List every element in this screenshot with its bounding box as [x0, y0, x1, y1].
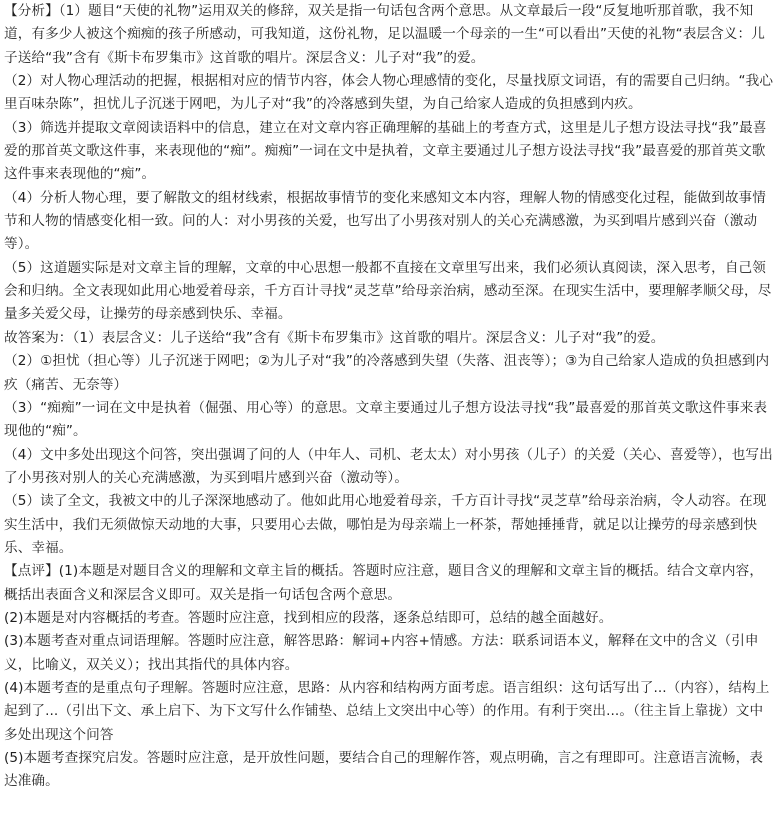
answer-5: （5）读了全文，我被文中的儿子深深地感动了。他如此用心地爱着母亲，千方百计寻找“灵芝草”给母亲治病，令人动容。在现实生活中，我们无须做惊天动地的大事，只要用心去做，哪怕是为母亲端上一杯茶，帮她捶捶背，就足以让操劳的母亲感到快乐、幸福。	[4, 493, 767, 556]
analysis-paragraph-2: （2）对人物心理活动的把握，根据相对应的情节内容，体会人物心理感情的变化，尽量找原文词语，有的需要自己归纳。“我心里百味杂陈”，担忧儿子沉迷于网吧，为儿子对“我”的冷落感到失望，为自己给家人造成的负担感到内疚。	[4, 73, 774, 113]
comment-1: 【点评】(1)本题是对题目含义的理解和文章主旨的概括。答题时应注意，题目含义的理解和文章主旨的概括。结合文章内容，概括出表面含义和深层含义即可。双关是指一句话包含两个意思。	[4, 563, 764, 603]
comment-5: (5)本题考查探究启发。答题时应注意，是开放性问题，要结合自己的理解作答，观点明确，言之有理即可。注意语言流畅，表达准确。	[4, 750, 764, 790]
analysis-paragraph-4: （4）分析人物心理，要了解散文的组材线索，根据故事情节的变化来感知文本内容，理解人物的情感变化过程，能做到故事情节和人物的情感变化相一致。问的人：对小男孩的关爱，也写出了小男孩对别人的关心充满感激，为买到唱片感到兴奋（激动等）。	[4, 189, 766, 253]
analysis-paragraph-3: （3）筛选并提取文章阅读语料中的信息，建立在对文章内容正确理解的基础上的考查方式，这里是儿子想方设法寻找“我”最喜爱的那首英文歌这件事，来表现他的“痴”。痴痴”一词在文中是执着，文章主要通过儿子想方设法寻找“我”最喜爱的那首英文歌这件事来表现他的“痴”。	[4, 119, 767, 183]
answer-intro: 故答案为：（1）表层含义：儿子送给“我”含有《斯卡布罗集市》这首歌的唱片。深层含义：儿子对“我”的爱。	[4, 329, 665, 346]
answer-3: （3）“痴痴”一词在文中是执着（倔强、用心等）的意思。文章主要通过儿子想方设法寻找“我”最喜爱的那首英文歌这件事来表现他的“痴”。	[4, 399, 768, 440]
answer-2: （2）①担忧（担心等）儿子沉迷于网吧；②为儿子对“我”的冷落感到失望（失落、沮丧等）；③为自己给家人造成的负担感到内疚（痛苦、无奈等）	[4, 353, 770, 393]
answer-4: （4）文中多处出现这个问答，突出强调了问的人（中年人、司机、老太太）对小男孩（儿子）的关爱（关心、喜爱等），也写出了小男孩对别人的关心充满感激，为买到唱片感到兴奋（激动等）。	[4, 446, 773, 486]
analysis-paragraph-1: 【分析】（1）题目“天使的礼物”运用双关的修辞，双关是指一句话包含两个意思。从文章最后一段“反复地听那首歌，我不知道，有多少人被这个痴痴的孩子所感动，可我知道，这份礼物，足以温暖一个母亲的一生“可以看出”天使的礼物“表层含义：儿子送给“我”含有《斯卡布罗集市》这首歌的唱片。深层含义：儿子对“我”的爱。	[4, 3, 765, 66]
comment-3: (3)本题考查对重点词语理解。答题时应注意，解答思路：解词+内容+情感。方法：联系词语本义，解释在文中的含义（引申义，比喻义，双关义）；找出其指代的具体内容。	[4, 633, 759, 673]
comment-4: (4)本题考查的是重点句子理解。答题时应注意，思路：从内容和结构两方面考虑。语言组织：这句话写出了...（内容），结构上起到了...（引出下文、承上启下、为下文写什么作铺垫、总结上文突出中心等）的作用。有利于突出...。（往主旨上靠拢）文中多处出现这个问答	[4, 679, 770, 743]
analysis-paragraph-5: （5）这道题实际是对文章主旨的理解，文章的中心思想一般都不直接在文章里写出来，我们必须认真阅读，深入思考，自己领会和归纳。全文表现如此用心地爱着母亲，千方百计寻找“灵芝草”给母亲治病，感动至深。在现实生活中，要理解孝顺父母，尽量多关爱父母，让操劳的母亲感到快乐、幸福。	[4, 259, 772, 323]
comment-2: (2)本题是对内容概括的考查。答题时应注意，找到相应的段落，逐条总结即可，总结的越全面越好。	[4, 609, 613, 626]
